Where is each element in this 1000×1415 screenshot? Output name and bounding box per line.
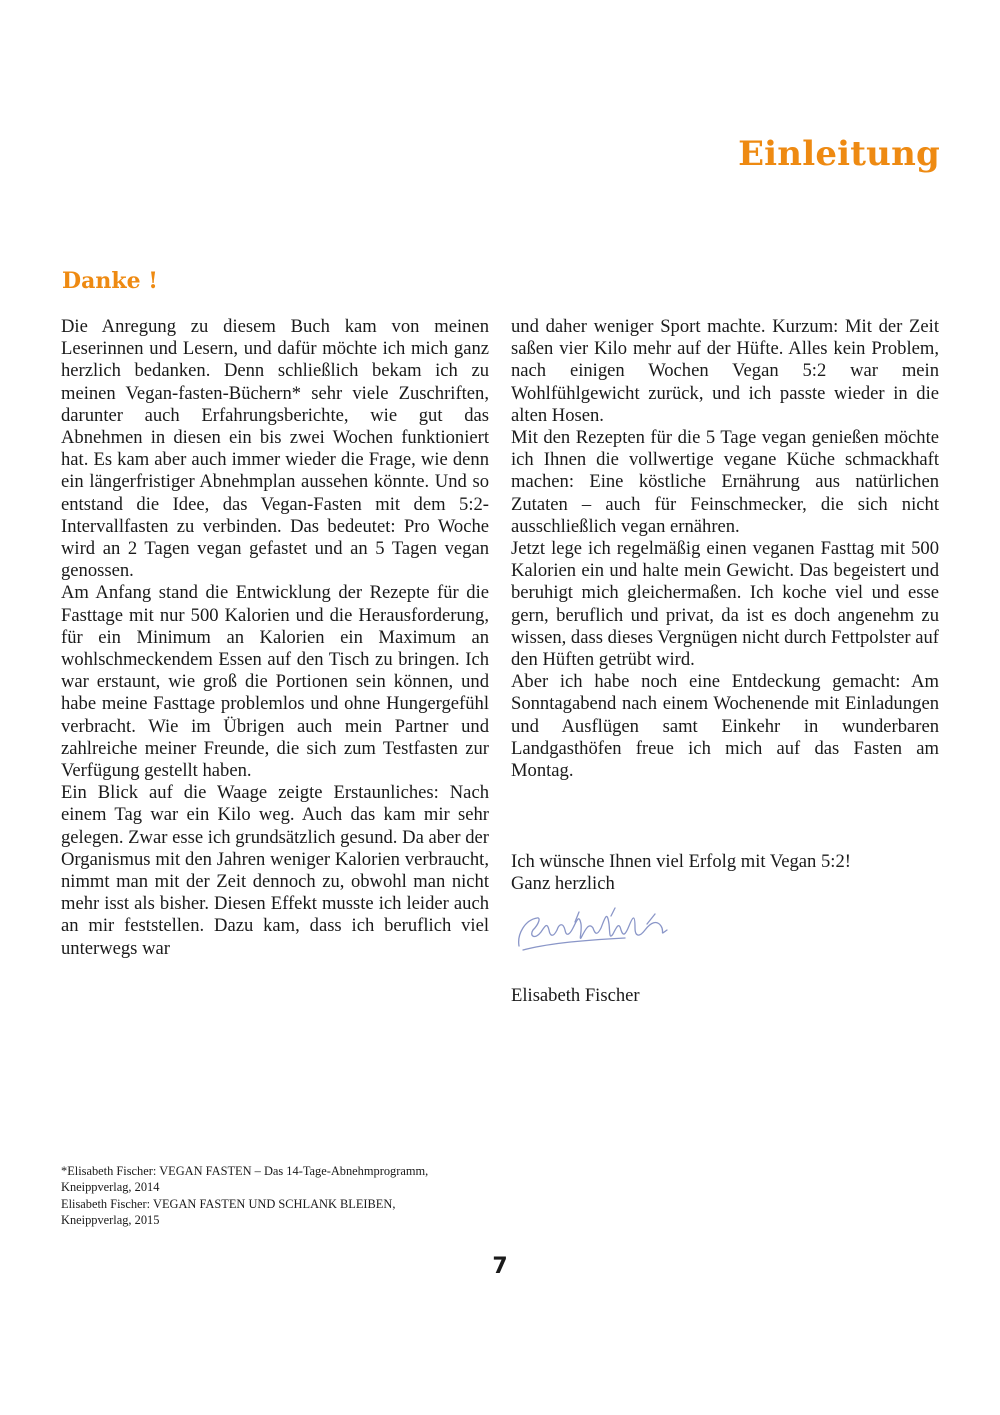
body-paragraph: Jetzt lege ich regelmäßig einen veganen Fasttag mit 500 Kalorien ein und halte mein Gewicht. Das begeistert und beruhigt mich gleichermaßen. Ich koche viel und esse gern, beruflich und privat, da ist es doch angenehm zu wissen, dass dieses Vergnügen nicht durch Fettpolster auf den Hüften getrübt wird. [511, 538, 939, 671]
signature-stroke [523, 938, 625, 950]
footnote [61, 1163, 521, 1229]
chapter-title: Einleitung [738, 134, 940, 174]
footnote-line: Kneippverlag, 2014 [61, 1180, 160, 1195]
page-number: 7 [492, 1254, 508, 1279]
footnote-line: Kneippverlag, 2015 [61, 1213, 160, 1228]
footnote-line: *Elisabeth Fischer: VEGAN FASTEN – Das 14-Tage-Abnehmprogramm, [61, 1164, 429, 1178]
left-text-column [61, 316, 489, 960]
signature-stroke [575, 908, 655, 924]
body-paragraph: Mit den Rezepten für die 5 Tage vegan genießen möchte ich Ihnen die vollwertige vegane Küche schmackhaft machen: Eine köstliche Ernährung aus natürlichen Zutaten – auch für Feinschmecker, die sich nicht ausschließlich vegan ernähren. [511, 427, 939, 537]
closing-wish: Ich wünsche Ihnen viel Erfolg mit Vegan 5:2! [511, 851, 851, 872]
signature-image [515, 900, 675, 958]
signature-stroke [519, 916, 667, 946]
right-text-column [511, 316, 939, 782]
author-name: Elisabeth Fischer [511, 985, 640, 1006]
body-paragraph: Ein Blick auf die Waage zeigte Erstaunliches: Nach einem Tag war ein Kilo weg. Auch das kam mir sehr gelegen. Zwar esse ich grundsätzlich gesund. Da aber der Organismus mit den Jahren weniger Kalorien verbraucht, nimmt man mit der Zeit dennoch zu, obwohl man nicht mehr isst als bisher. Diesen Effekt musste ich leider auch an mir feststellen. Dazu kam, dass ich beruflich viel unterwegs war [61, 782, 489, 959]
body-paragraph: Aber ich habe noch eine Entdeckung gemacht: Am Sonntagabend nach einem Wochenende mit Einladungen und Ausflügen samt Einkehr in wunderbaren Landgasthöfen freue ich mich auf das Fasten am Montag. [511, 671, 939, 782]
footnote-line: Elisabeth Fischer: VEGAN FASTEN UND SCHLANK BLEIBEN, [61, 1196, 396, 1211]
closing-block [511, 851, 939, 895]
section-heading: Danke ! [62, 268, 158, 294]
body-paragraph: Die Anregung zu diesem Buch kam von meinen Leserinnen und Lesern, und dafür möchte ich mich ganz herzlich bedanken. Denn schließlich bekam ich zu meinen Vegan-fasten-Büchern* sehr viele Zuschriften, darunter auch Erfahrungsberichte, wie gut das Abnehmen in diesen ein bis zwei Wochen funktioniert hat. Es kam aber auch immer wieder die Frage, wie denn ein längerfristiger Abnehmplan aussehen könnte. Und so entstand die Idee, das Vegan-Fasten mit dem 5:2-Intervallfasten zu verbinden. Das bedeutet: Pro Woche wird an 2 Tagen vegan gefastet und an 5 Tagen vegan genossen. [61, 316, 489, 582]
closing-greeting: Ganz herzlich [511, 873, 615, 895]
body-paragraph: und daher weniger Sport machte. Kurzum: Mit der Zeit saßen vier Kilo mehr auf der Hüfte. Alles kein Problem, nach einigen Wochen Vegan 5:2 war mein Wohlfühlgewicht zurück, und ich passte wieder in die alten Hosen. [511, 316, 939, 426]
body-paragraph: Am Anfang stand die Entwicklung der Rezepte für die Fasttage mit nur 500 Kalorien und die Herausforderung, für ein Minimum an Kalorien ein Maximum an wohlschmeckendem Essen auf den Tisch zu bringen. Ich war erstaunt, wie groß die Portionen sein können, und habe meine Fasttage problemlos und ohne Hungergefühl verbracht. Wie im Übrigen auch mein Partner und zahlreiche meiner Freunde, die sich zum Testfasten zur Verfügung gestellt haben. [61, 582, 489, 782]
